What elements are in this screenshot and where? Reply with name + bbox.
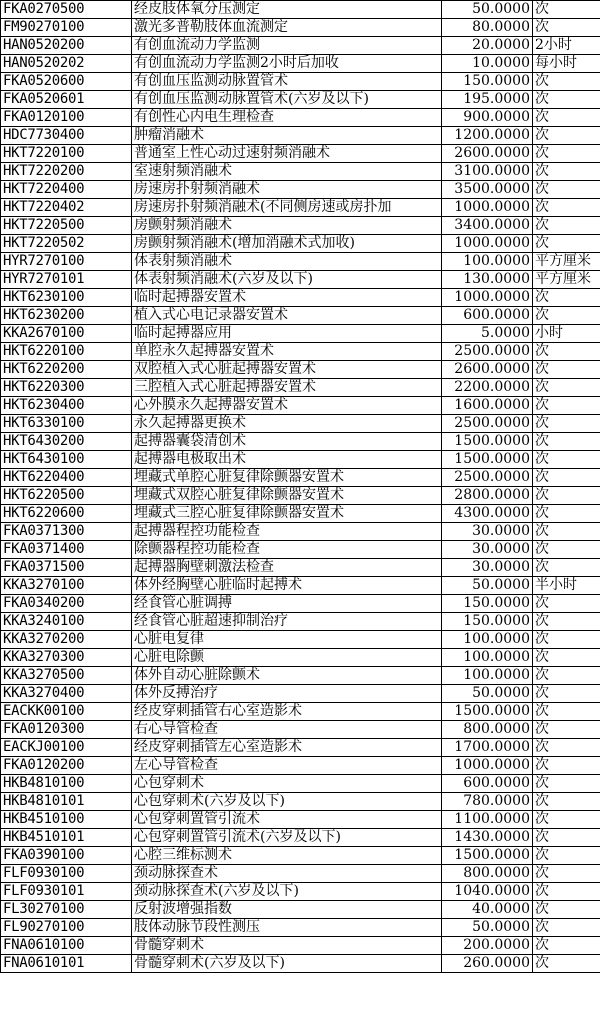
item-name-cell: 颈动脉探查术(六岁及以下) [132, 883, 442, 901]
item-unit-cell: 次 [533, 613, 600, 631]
table-row [1, 865, 600, 883]
item-name-cell: 埋藏式双腔心脏复律除颤器安置术 [132, 487, 442, 505]
item-unit-cell: 次 [533, 829, 600, 847]
item-name-cell: 房颤射频消融术 [132, 217, 442, 235]
item-unit-cell: 小时 [533, 325, 600, 343]
table-row [1, 325, 600, 343]
item-price-cell: 600.0000 [442, 307, 533, 325]
item-unit-cell: 次 [533, 451, 600, 469]
table-row [1, 811, 600, 829]
item-price-cell: 1100.0000 [442, 811, 533, 829]
item-price-cell: 150.0000 [442, 73, 533, 91]
item-price-cell: 1500.0000 [442, 451, 533, 469]
item-code-cell: FKA0371500 [1, 559, 132, 577]
item-code-cell: FL90270100 [1, 919, 132, 937]
item-price-cell: 2500.0000 [442, 343, 533, 361]
table-row [1, 109, 600, 127]
item-unit-cell: 次 [533, 523, 600, 541]
item-unit-cell: 平方厘米 [533, 271, 600, 289]
item-price-cell: 3400.0000 [442, 217, 533, 235]
table-row [1, 361, 600, 379]
item-name-cell: 骨髓穿刺术(六岁及以下) [132, 955, 442, 973]
item-unit-cell: 次 [533, 73, 600, 91]
table-row [1, 793, 600, 811]
table-row [1, 829, 600, 847]
item-unit-cell: 次 [533, 559, 600, 577]
item-price-cell: 100.0000 [442, 649, 533, 667]
table-row [1, 631, 600, 649]
table-row [1, 127, 600, 145]
table-row [1, 469, 600, 487]
item-code-cell: EACKK00100 [1, 703, 132, 721]
item-price-cell: 2600.0000 [442, 145, 533, 163]
item-code-cell: HKT6220500 [1, 487, 132, 505]
item-code-cell: HKT6220400 [1, 469, 132, 487]
item-code-cell: FLF0930100 [1, 865, 132, 883]
table-row [1, 397, 600, 415]
item-code-cell: HKT6330100 [1, 415, 132, 433]
item-unit-cell: 次 [533, 433, 600, 451]
table-row [1, 937, 600, 955]
item-unit-cell: 2小时 [533, 37, 600, 55]
item-price-cell: 1430.0000 [442, 829, 533, 847]
table-row [1, 289, 600, 307]
table-row [1, 883, 600, 901]
item-price-cell: 50.0000 [442, 685, 533, 703]
item-name-cell: 体表射频消融术 [132, 253, 442, 271]
item-code-cell: HAN0520200 [1, 37, 132, 55]
item-unit-cell: 次 [533, 109, 600, 127]
item-code-cell: HKT6220200 [1, 361, 132, 379]
table-row [1, 271, 600, 289]
item-price-cell: 80.0000 [442, 19, 533, 37]
item-price-cell: 50.0000 [442, 577, 533, 595]
item-price-cell: 50.0000 [442, 1, 533, 19]
item-code-cell: KKA3270200 [1, 631, 132, 649]
table-row [1, 19, 600, 37]
item-code-cell: KKA3270500 [1, 667, 132, 685]
table-row [1, 757, 600, 775]
item-code-cell: HKT6230100 [1, 289, 132, 307]
item-unit-cell: 次 [533, 1, 600, 19]
table-row [1, 559, 600, 577]
table-row [1, 163, 600, 181]
item-price-cell: 195.0000 [442, 91, 533, 109]
item-unit-cell: 每小时 [533, 55, 600, 73]
item-price-cell: 30.0000 [442, 523, 533, 541]
item-unit-cell: 次 [533, 937, 600, 955]
item-name-cell: 植入式心电记录器安置术 [132, 307, 442, 325]
item-price-cell: 100.0000 [442, 667, 533, 685]
item-code-cell: FKA0120100 [1, 109, 132, 127]
item-price-cell: 3100.0000 [442, 163, 533, 181]
table-row [1, 181, 600, 199]
item-price-cell: 2500.0000 [442, 415, 533, 433]
item-name-cell: 房速房扑射频消融术(不同侧房速或房扑加 [132, 199, 442, 217]
table-row [1, 433, 600, 451]
table-row [1, 613, 600, 631]
item-code-cell: HKT7220200 [1, 163, 132, 181]
item-unit-cell: 次 [533, 667, 600, 685]
item-name-cell: 心包穿刺术(六岁及以下) [132, 793, 442, 811]
item-code-cell: HKT6230200 [1, 307, 132, 325]
item-name-cell: 单腔永久起搏器安置术 [132, 343, 442, 361]
item-price-cell: 1200.0000 [442, 127, 533, 145]
item-name-cell: 三腔植入式心脏起搏器安置术 [132, 379, 442, 397]
item-price-cell: 1700.0000 [442, 739, 533, 757]
item-name-cell: 心腔三维标测术 [132, 847, 442, 865]
item-price-cell: 2800.0000 [442, 487, 533, 505]
item-code-cell: FNA0610101 [1, 955, 132, 973]
item-price-cell: 2200.0000 [442, 379, 533, 397]
item-name-cell: 体表射频消融术(六岁及以下) [132, 271, 442, 289]
item-unit-cell: 平方厘米 [533, 253, 600, 271]
item-code-cell: KKA2670100 [1, 325, 132, 343]
item-code-cell: HKT6220600 [1, 505, 132, 523]
item-code-cell: KKA3270100 [1, 577, 132, 595]
item-code-cell: HAN0520202 [1, 55, 132, 73]
item-price-cell: 1040.0000 [442, 883, 533, 901]
item-price-cell: 130.0000 [442, 271, 533, 289]
item-price-cell: 1000.0000 [442, 235, 533, 253]
item-price-cell: 100.0000 [442, 631, 533, 649]
item-name-cell: 经食管心脏超速抑制治疗 [132, 613, 442, 631]
item-code-cell: FKA0340200 [1, 595, 132, 613]
item-unit-cell: 次 [533, 379, 600, 397]
item-price-cell: 150.0000 [442, 613, 533, 631]
item-code-cell: HKT6220300 [1, 379, 132, 397]
item-code-cell: HKT6430100 [1, 451, 132, 469]
item-name-cell: 临时起搏器应用 [132, 325, 442, 343]
table-row [1, 145, 600, 163]
table-row [1, 721, 600, 739]
table-row [1, 415, 600, 433]
item-name-cell: 起搏器囊袋清创术 [132, 433, 442, 451]
item-code-cell: FKA0371300 [1, 523, 132, 541]
item-unit-cell: 次 [533, 685, 600, 703]
item-code-cell: FKA0120300 [1, 721, 132, 739]
item-price-cell: 800.0000 [442, 721, 533, 739]
item-name-cell: 有创性心内电生理检查 [132, 109, 442, 127]
item-price-cell: 1000.0000 [442, 757, 533, 775]
table-row [1, 343, 600, 361]
item-name-cell: 室速射频消融术 [132, 163, 442, 181]
table-row [1, 253, 600, 271]
item-unit-cell: 次 [533, 793, 600, 811]
fee-table-body [1, 1, 600, 973]
item-name-cell: 房速房扑射频消融术 [132, 181, 442, 199]
item-price-cell: 150.0000 [442, 595, 533, 613]
item-unit-cell: 次 [533, 631, 600, 649]
table-row [1, 685, 600, 703]
item-unit-cell: 次 [533, 955, 600, 973]
item-price-cell: 1500.0000 [442, 433, 533, 451]
table-row [1, 73, 600, 91]
table-row [1, 307, 600, 325]
item-price-cell: 30.0000 [442, 541, 533, 559]
item-unit-cell: 次 [533, 739, 600, 757]
table-row [1, 91, 600, 109]
item-code-cell: FM90270100 [1, 19, 132, 37]
item-code-cell: FKA0520601 [1, 91, 132, 109]
table-row [1, 487, 600, 505]
item-price-cell: 1000.0000 [442, 199, 533, 217]
item-code-cell: FNA0610100 [1, 937, 132, 955]
table-row [1, 199, 600, 217]
item-name-cell: 心包穿刺置管引流术 [132, 811, 442, 829]
table-row [1, 739, 600, 757]
item-name-cell: 有创血流动力学监测2小时后加收 [132, 55, 442, 73]
item-code-cell: FL30270100 [1, 901, 132, 919]
item-price-cell: 4300.0000 [442, 505, 533, 523]
item-unit-cell: 次 [533, 235, 600, 253]
item-price-cell: 780.0000 [442, 793, 533, 811]
item-unit-cell: 次 [533, 415, 600, 433]
item-name-cell: 心脏电复律 [132, 631, 442, 649]
item-code-cell: HKT7220502 [1, 235, 132, 253]
item-code-cell: HYR7270101 [1, 271, 132, 289]
item-unit-cell: 次 [533, 919, 600, 937]
table-row [1, 577, 600, 595]
item-unit-cell: 次 [533, 307, 600, 325]
item-unit-cell: 次 [533, 757, 600, 775]
item-unit-cell: 次 [533, 901, 600, 919]
item-name-cell: 体外自动心脏除颤术 [132, 667, 442, 685]
item-name-cell: 埋藏式单腔心脏复律除颤器安置术 [132, 469, 442, 487]
item-name-cell: 埋藏式三腔心脏复律除颤器安置术 [132, 505, 442, 523]
item-price-cell: 260.0000 [442, 955, 533, 973]
item-name-cell: 双腔植入式心脏起搏器安置术 [132, 361, 442, 379]
table-row [1, 217, 600, 235]
item-code-cell: HKT7220100 [1, 145, 132, 163]
table-row [1, 901, 600, 919]
item-name-cell: 永久起搏器更换术 [132, 415, 442, 433]
item-name-cell: 经皮穿刺插管左心室造影术 [132, 739, 442, 757]
item-price-cell: 10.0000 [442, 55, 533, 73]
item-price-cell: 900.0000 [442, 109, 533, 127]
item-name-cell: 颈动脉探查术 [132, 865, 442, 883]
table-row [1, 55, 600, 73]
table-row [1, 847, 600, 865]
item-code-cell: FKA0371400 [1, 541, 132, 559]
item-unit-cell: 次 [533, 127, 600, 145]
item-price-cell: 20.0000 [442, 37, 533, 55]
item-price-cell: 2600.0000 [442, 361, 533, 379]
item-name-cell: 有创血压监测动脉置管术(六岁及以下) [132, 91, 442, 109]
item-name-cell: 经皮穿刺插管右心室造影术 [132, 703, 442, 721]
table-row [1, 235, 600, 253]
item-name-cell: 房颤射频消融术(增加消融术式加收) [132, 235, 442, 253]
item-unit-cell: 次 [533, 703, 600, 721]
table-row [1, 595, 600, 613]
item-code-cell: HKT7220400 [1, 181, 132, 199]
item-code-cell: HKB4510100 [1, 811, 132, 829]
item-unit-cell: 次 [533, 775, 600, 793]
table-row [1, 703, 600, 721]
item-name-cell: 反射波增强指数 [132, 901, 442, 919]
item-unit-cell: 次 [533, 469, 600, 487]
item-unit-cell: 次 [533, 181, 600, 199]
item-name-cell: 右心导管检查 [132, 721, 442, 739]
item-price-cell: 200.0000 [442, 937, 533, 955]
item-code-cell: EACKJ00100 [1, 739, 132, 757]
item-price-cell: 800.0000 [442, 865, 533, 883]
item-name-cell: 左心导管检查 [132, 757, 442, 775]
table-row [1, 1, 600, 19]
item-price-cell: 40.0000 [442, 901, 533, 919]
item-name-cell: 体外反搏治疗 [132, 685, 442, 703]
item-unit-cell: 次 [533, 721, 600, 739]
item-unit-cell: 次 [533, 541, 600, 559]
item-code-cell: HKB4810101 [1, 793, 132, 811]
item-unit-cell: 次 [533, 487, 600, 505]
table-row [1, 649, 600, 667]
item-price-cell: 1500.0000 [442, 703, 533, 721]
item-name-cell: 起搏器胸壁刺激法检查 [132, 559, 442, 577]
item-code-cell: HKB4810100 [1, 775, 132, 793]
item-name-cell: 起搏器电极取出术 [132, 451, 442, 469]
item-code-cell: HKT7220500 [1, 217, 132, 235]
item-unit-cell: 次 [533, 343, 600, 361]
item-name-cell: 体外经胸壁心脏临时起搏术 [132, 577, 442, 595]
table-row [1, 505, 600, 523]
table-row [1, 379, 600, 397]
item-code-cell: FLF0930101 [1, 883, 132, 901]
item-name-cell: 心脏电除颤 [132, 649, 442, 667]
table-row [1, 775, 600, 793]
item-unit-cell: 次 [533, 91, 600, 109]
item-price-cell: 3500.0000 [442, 181, 533, 199]
table-row [1, 955, 600, 973]
item-unit-cell: 次 [533, 649, 600, 667]
item-code-cell: KKA3270400 [1, 685, 132, 703]
table-row [1, 523, 600, 541]
table-row [1, 919, 600, 937]
item-code-cell: HDC7730400 [1, 127, 132, 145]
item-unit-cell: 次 [533, 811, 600, 829]
item-code-cell: HKT6230400 [1, 397, 132, 415]
item-name-cell: 有创血压监测动脉置管术 [132, 73, 442, 91]
item-name-cell: 起搏器程控功能检查 [132, 523, 442, 541]
item-unit-cell: 次 [533, 199, 600, 217]
item-code-cell: FKA0520600 [1, 73, 132, 91]
item-code-cell: HKT6430200 [1, 433, 132, 451]
item-price-cell: 100.0000 [442, 253, 533, 271]
item-unit-cell: 次 [533, 847, 600, 865]
item-unit-cell: 次 [533, 217, 600, 235]
table-row [1, 667, 600, 685]
item-code-cell: FKA0390100 [1, 847, 132, 865]
item-price-cell: 1500.0000 [442, 847, 533, 865]
item-code-cell: KKA3240100 [1, 613, 132, 631]
item-price-cell: 50.0000 [442, 919, 533, 937]
item-price-cell: 5.0000 [442, 325, 533, 343]
table-row [1, 541, 600, 559]
item-price-cell: 1600.0000 [442, 397, 533, 415]
item-code-cell: HKT6220100 [1, 343, 132, 361]
item-unit-cell: 次 [533, 289, 600, 307]
item-name-cell: 普通室上性心动过速射频消融术 [132, 145, 442, 163]
item-price-cell: 2500.0000 [442, 469, 533, 487]
item-unit-cell: 次 [533, 145, 600, 163]
item-name-cell: 有创血流动力学监测 [132, 37, 442, 55]
item-unit-cell: 次 [533, 595, 600, 613]
item-name-cell: 心包穿刺术 [132, 775, 442, 793]
item-price-cell: 600.0000 [442, 775, 533, 793]
item-code-cell: KKA3270300 [1, 649, 132, 667]
item-name-cell: 肿瘤消融术 [132, 127, 442, 145]
item-unit-cell: 次 [533, 163, 600, 181]
item-name-cell: 除颤器程控功能检查 [132, 541, 442, 559]
item-unit-cell: 半小时 [533, 577, 600, 595]
item-unit-cell: 次 [533, 361, 600, 379]
item-code-cell: FKA0120200 [1, 757, 132, 775]
item-unit-cell: 次 [533, 505, 600, 523]
item-code-cell: FKA0270500 [1, 1, 132, 19]
item-price-cell: 30.0000 [442, 559, 533, 577]
item-code-cell: HKB4510101 [1, 829, 132, 847]
item-unit-cell: 次 [533, 397, 600, 415]
item-unit-cell: 次 [533, 19, 600, 37]
item-name-cell: 临时起搏器安置术 [132, 289, 442, 307]
item-name-cell: 肢体动脉节段性测压 [132, 919, 442, 937]
item-name-cell: 骨髓穿刺术 [132, 937, 442, 955]
table-row [1, 451, 600, 469]
item-code-cell: HKT7220402 [1, 199, 132, 217]
item-unit-cell: 次 [533, 865, 600, 883]
item-name-cell: 心包穿刺置管引流术(六岁及以下) [132, 829, 442, 847]
item-code-cell: HYR7270100 [1, 253, 132, 271]
item-name-cell: 心外膜永久起搏器安置术 [132, 397, 442, 415]
item-price-cell: 1000.0000 [442, 289, 533, 307]
item-name-cell: 激光多普勒肢体血流测定 [132, 19, 442, 37]
item-name-cell: 经食管心脏调搏 [132, 595, 442, 613]
item-unit-cell: 次 [533, 883, 600, 901]
item-name-cell: 经皮肢体氧分压测定 [132, 1, 442, 19]
table-row [1, 37, 600, 55]
